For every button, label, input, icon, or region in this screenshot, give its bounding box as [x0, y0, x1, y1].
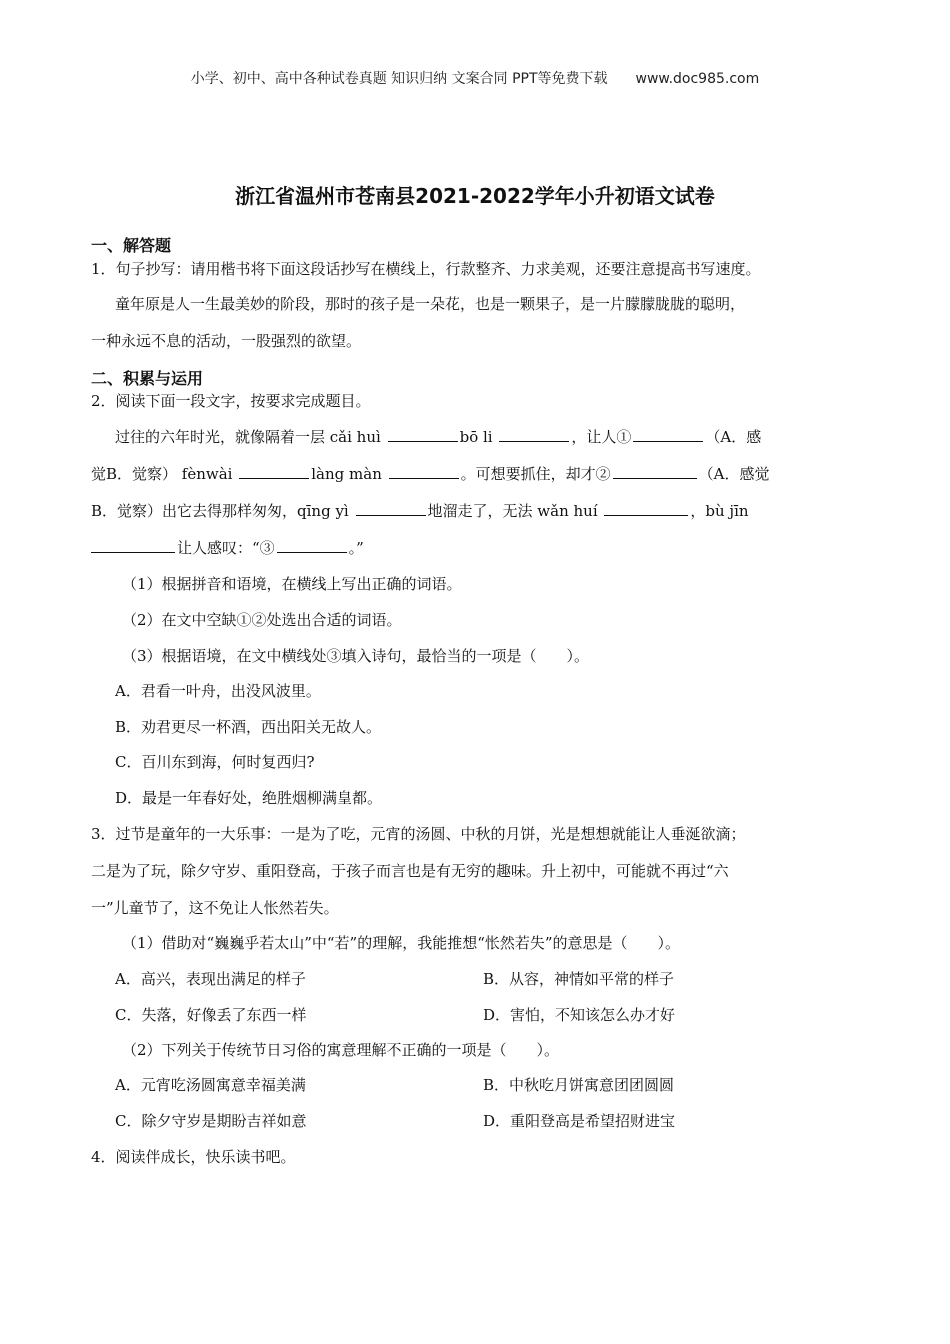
section-heading-1: 一、解答题	[91, 236, 172, 255]
q3-subquestion-2: （2）下列关于传统节日习俗的寓意理解不正确的一项是（ ）。	[122, 1041, 560, 1059]
q4-stem: 4．阅读伴成长，快乐读书吧。	[91, 1148, 296, 1166]
q2-text-4b: 。”	[348, 539, 364, 557]
q2-text-1d: （A．感	[705, 428, 762, 446]
header-url[interactable]: www.doc985.com	[635, 71, 760, 87]
q3-s2-option-c: C．除夕守岁是期盼吉祥如意	[115, 1112, 307, 1130]
q2-passage-line-1	[115, 427, 761, 447]
q3-s1-option-d: D．害怕，不知该怎么办才好	[483, 1006, 676, 1024]
q3-passage-line-3: 一”儿童节了，这不免让人怅然若失。	[91, 899, 339, 917]
q3-subquestion-1: （1）借助对“巍巍乎若太山”中“若”的理解，我能推想“怅然若失”的意思是（ ）。	[122, 934, 681, 952]
answer-blank-2[interactable]	[613, 464, 697, 479]
answer-blank-bujin[interactable]	[91, 538, 175, 553]
q3-s1-option-b: B．从容，神情如平常的样子	[483, 970, 675, 988]
q2-option-d: D．最是一年春好处，绝胜烟柳满皇都。	[115, 789, 383, 807]
q2-passage-line-4	[91, 538, 364, 558]
q2-text-4a: 让人感叹：“③	[177, 539, 275, 557]
answer-blank-1[interactable]	[633, 427, 703, 442]
q2-passage-line-2	[91, 464, 770, 484]
q2-subquestion-1: （1）根据拼音和语境，在横线上写出正确的词语。	[122, 575, 462, 593]
q3-s1-option-c: C．失落，好像丢了东西一样	[115, 1006, 307, 1024]
q3-passage-line-2: 二是为了玩，除夕守岁、重阳登高，于孩子而言也是有无穷的趣味。升上初中，可能就不再过“六	[91, 862, 729, 880]
q2-stem: 2．阅读下面一段文字，按要求完成题目。	[91, 392, 371, 410]
q1-stem: 1．句子抄写：请用楷书将下面这段话抄写在横线上，行款整齐、力求美观，还要注意提高书写速度。	[91, 260, 761, 278]
answer-blank-langman[interactable]	[389, 464, 459, 479]
q1-passage-line-2: 一种永远不息的活动，一股强烈的欲望。	[91, 332, 362, 350]
q2-text-2c: 。可想要抓住，却才②	[460, 465, 611, 483]
answer-blank-fenwai[interactable]	[239, 464, 309, 479]
document-title: 浙江省温州市苍南县2021-2022学年小升初语文试卷	[235, 184, 715, 208]
answer-blank-boli[interactable]	[499, 427, 569, 442]
section-heading-2: 二、积累与运用	[91, 369, 204, 388]
q2-text-3c: ，bù jīn	[690, 502, 749, 520]
answer-blank-3[interactable]	[277, 538, 347, 553]
q2-option-a: A．君看一叶舟，出没风波里。	[115, 682, 321, 700]
answer-blank-wanhui[interactable]	[604, 501, 688, 516]
q3-s2-option-b: B．中秋吃月饼寓意团团圆圆	[483, 1076, 675, 1094]
q3-s2-option-a: A．元宵吃汤圆寓意幸福美满	[115, 1076, 306, 1094]
answer-blank-caihui[interactable]	[388, 427, 458, 442]
q2-text-3a: B．觉察）出它去得那样匆匆，qīng yì	[91, 502, 349, 520]
q2-text-1a: 过往的六年时光，就像隔着一层 cǎi huì	[115, 428, 381, 446]
q2-text-2d: （A．感觉	[698, 465, 770, 483]
q3-passage-line-1: 3．过节是童年的一大乐事：一是为了吃，元宵的汤圆、中秋的月饼，光是想想就能让人垂涎欲滴；	[91, 825, 746, 843]
q2-text-3b: 地溜走了，无法 wǎn huí	[427, 502, 598, 520]
q2-option-c: C．百川东到海，何时复西归?	[115, 753, 315, 771]
q2-text-2b: làng màn	[311, 465, 382, 483]
q3-s2-option-d: D．重阳登高是希望招财进宝	[483, 1112, 676, 1130]
q2-option-b: B．劝君更尽一杯酒，西出阳关无故人。	[115, 718, 382, 736]
answer-blank-qingyi[interactable]	[356, 501, 426, 516]
header-text: 小学、初中、高中各种试卷真题 知识归纳 文案合同 PPT等免费下载	[190, 71, 608, 87]
q2-subquestion-3: （3）根据语境，在文中横线处③填入诗句，最恰当的一项是（ ）。	[122, 647, 590, 665]
q1-passage-line-1: 童年原是人一生最美妙的阶段，那时的孩子是一朵花，也是一颗果子，是一片朦朦胧胧的聪明，	[115, 295, 746, 313]
page-header	[0, 68, 950, 88]
q2-text-1c: ，让人①	[571, 428, 632, 446]
q2-subquestion-2: （2）在文中空缺①②处选出合适的词语。	[122, 611, 402, 629]
q2-text-1b: bō li	[459, 428, 493, 446]
q2-passage-line-3	[91, 501, 749, 521]
q3-s1-option-a: A．高兴，表现出满足的样子	[115, 970, 306, 988]
q2-text-2a: 觉B．觉察） fènwài	[91, 465, 233, 483]
